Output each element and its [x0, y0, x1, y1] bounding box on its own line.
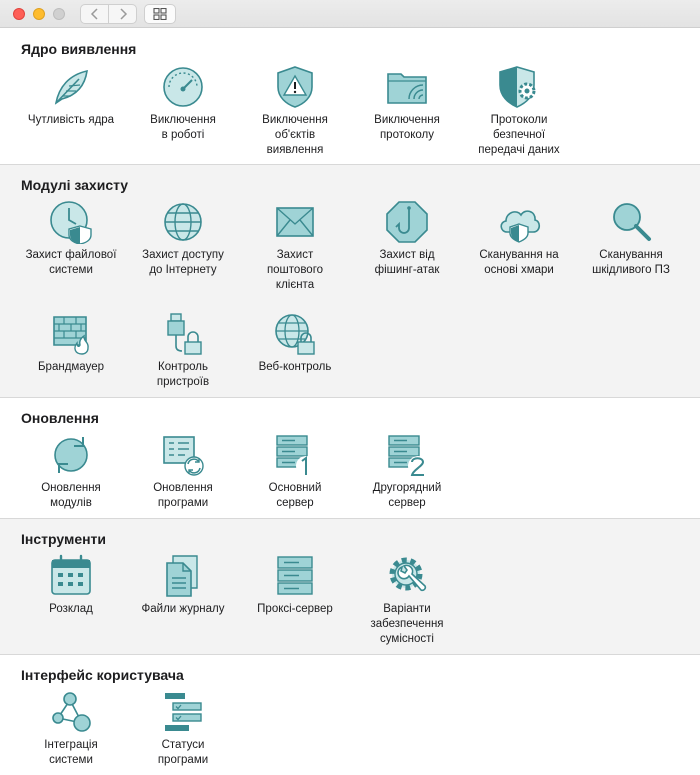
pref-cloud-scanning[interactable]	[463, 200, 575, 278]
item-label: Оновлення модулів	[41, 482, 101, 509]
close-window-button[interactable]	[13, 8, 25, 20]
feather-icon	[49, 65, 93, 109]
app-refresh-icon	[161, 433, 205, 477]
item-label: Контроль пристроїв	[156, 361, 210, 388]
pref-kernel-sensitivity[interactable]	[15, 65, 127, 128]
pref-web-control[interactable]	[239, 312, 351, 375]
pref-compatibility[interactable]	[351, 554, 463, 647]
pref-device-control[interactable]	[127, 312, 239, 390]
chevron-left-icon	[90, 8, 100, 20]
pref-protocol-exclusions[interactable]	[351, 65, 463, 143]
item-label: Сканування шкідливого ПЗ	[592, 249, 670, 276]
item-label: Захист від фішинг-атак	[374, 249, 440, 276]
pref-malware-scans[interactable]	[575, 200, 687, 278]
globe-icon	[161, 200, 205, 244]
warning-shield-icon	[273, 65, 317, 109]
pref-email-client-protection[interactable]	[239, 200, 351, 293]
pref-file-system-protection[interactable]	[15, 200, 127, 278]
item-label: Оновлення програми	[153, 482, 213, 509]
section-title: Модулі захисту	[21, 177, 129, 193]
pref-detection-exclusions[interactable]	[239, 65, 351, 158]
server-1-icon	[273, 433, 317, 477]
item-label: Захист файлової системи	[25, 249, 117, 276]
grid-icon	[153, 8, 167, 20]
item-label: Протоколи безпечної передачі даних	[478, 114, 560, 156]
pref-web-access-protection[interactable]	[127, 200, 239, 278]
item-label: Основний сервер	[268, 482, 322, 509]
title-bar	[0, 0, 700, 28]
usb-lock-icon	[161, 312, 205, 356]
item-label: Інтеграція системи	[44, 739, 98, 766]
show-all-button[interactable]	[144, 4, 176, 24]
pref-performance-exclusions[interactable]	[127, 65, 239, 143]
forward-button[interactable]	[108, 5, 136, 23]
item-label: Виключення об'єктів виявлення	[262, 114, 328, 156]
item-label: Варіанти забезпечення сумісності	[370, 603, 444, 645]
pref-system-integration[interactable]	[15, 690, 127, 768]
item-label: Статуси програми	[157, 739, 209, 766]
gear-wrench-icon	[385, 554, 429, 598]
item-label: Веб-контроль	[258, 361, 332, 373]
pref-anti-phishing[interactable]	[351, 200, 463, 278]
item-label: Чутливість ядра	[27, 114, 115, 126]
item-label: Розклад	[49, 603, 93, 615]
pref-log-files[interactable]	[127, 554, 239, 617]
pref-proxy-server[interactable]	[239, 554, 351, 617]
pref-firewall[interactable]	[15, 312, 127, 375]
status-list-icon	[161, 690, 205, 734]
pref-application-statuses[interactable]	[127, 690, 239, 768]
clock-shield-icon	[49, 200, 93, 244]
section-title: Інструменти	[21, 531, 107, 547]
item-label: Другорядний сервер	[372, 482, 442, 509]
pref-app-updates[interactable]	[127, 433, 239, 511]
cloud-shield-icon	[497, 200, 541, 244]
server-2-icon	[385, 433, 429, 477]
pref-scheduler[interactable]	[15, 554, 127, 617]
item-label: Виключення в роботі	[150, 114, 216, 141]
minimize-window-button[interactable]	[33, 8, 45, 20]
section-detection-core	[0, 29, 700, 165]
item-label: Виключення протоколу	[374, 114, 440, 141]
section-updates	[0, 398, 700, 519]
network-nodes-icon	[49, 690, 93, 734]
section-title: Інтерфейс користувача	[21, 667, 184, 683]
section-title: Ядро виявлення	[21, 41, 137, 57]
pref-secondary-server[interactable]	[351, 433, 463, 511]
refresh-icon	[49, 433, 93, 477]
pref-module-updates[interactable]	[15, 433, 127, 511]
shield-gear-icon	[497, 65, 541, 109]
section-title: Оновлення	[21, 410, 99, 426]
firewall-icon	[49, 312, 93, 356]
calendar-icon	[49, 554, 93, 598]
pref-ssl-protocols[interactable]	[463, 65, 575, 158]
envelope-icon	[273, 200, 317, 244]
zoom-window-button[interactable]	[53, 8, 65, 20]
section-protection-modules	[0, 165, 700, 398]
item-label: Сканування на основі хмари	[479, 249, 559, 276]
item-label: Захист поштового клієнта	[266, 249, 324, 291]
item-label: Файли журналу	[141, 603, 225, 615]
navigation-buttons	[80, 4, 137, 24]
item-label: Проксі-сервер	[257, 603, 333, 615]
pref-primary-server[interactable]	[239, 433, 351, 511]
proxy-server-icon	[273, 554, 317, 598]
gauge-icon	[161, 65, 205, 109]
section-user-interface	[0, 655, 700, 775]
item-label: Брандмауер	[38, 361, 104, 373]
item-label: Захист доступу до Інтернету	[142, 249, 224, 276]
chevron-right-icon	[118, 8, 128, 20]
fishhook-octagon-icon	[385, 200, 429, 244]
log-files-icon	[161, 554, 205, 598]
magnifier-icon	[609, 200, 653, 244]
globe-lock-icon	[273, 312, 317, 356]
folder-signal-icon	[385, 65, 429, 109]
section-tools	[0, 519, 700, 655]
back-button[interactable]	[81, 5, 108, 23]
